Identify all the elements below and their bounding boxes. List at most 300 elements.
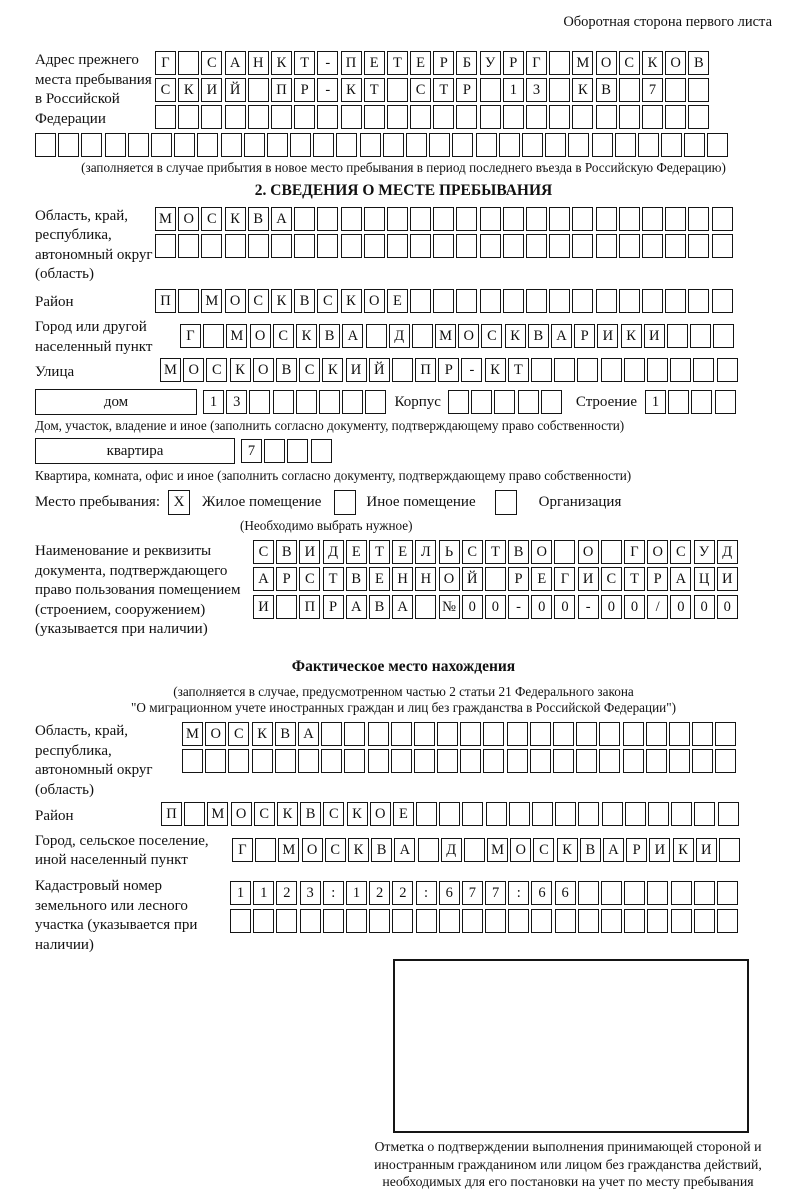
char-box (671, 909, 692, 933)
char-box (391, 749, 412, 773)
char-box: Г (155, 51, 176, 75)
char-box (228, 749, 249, 773)
char-box: И (299, 540, 320, 564)
char-box: С (248, 289, 269, 313)
char-box (300, 909, 321, 933)
char-box (526, 105, 547, 129)
char-box (549, 78, 570, 102)
char-box (433, 207, 454, 231)
char-box (460, 749, 481, 773)
char-box (572, 207, 593, 231)
char-box: С (670, 540, 691, 564)
char-box (713, 324, 734, 348)
char-box (717, 909, 738, 933)
char-box: Т (294, 51, 315, 75)
char-box: 6 (555, 881, 576, 905)
char-box: / (647, 595, 668, 619)
checkbox-org (495, 490, 517, 515)
char-box (553, 749, 574, 773)
char-box: О (250, 324, 271, 348)
char-box (665, 234, 686, 258)
actual-city-group (35, 831, 772, 871)
char-box: О (439, 567, 460, 591)
actual-city-label: Город, сельское поселение, иной населенный пункт (35, 832, 209, 869)
char-box (554, 358, 575, 382)
char-box (619, 234, 640, 258)
char-box: И (201, 78, 222, 102)
char-box (387, 207, 408, 231)
char-box (619, 105, 640, 129)
char-box: Д (323, 540, 344, 564)
char-box (596, 207, 617, 231)
char-box (294, 105, 315, 129)
char-box (619, 207, 640, 231)
char-box (668, 390, 689, 414)
char-box (623, 722, 644, 746)
char-box (406, 133, 427, 157)
char-box: Т (323, 567, 344, 591)
char-box (271, 105, 292, 129)
char-box (410, 289, 431, 313)
char-box: М (278, 838, 299, 862)
char-box: П (415, 358, 436, 382)
city-label: Город или другой населенный пункт (35, 319, 153, 355)
char-box: К (271, 289, 292, 313)
char-box (480, 207, 501, 231)
char-box: 0 (624, 595, 645, 619)
char-box (387, 78, 408, 102)
char-box (555, 802, 576, 826)
char-box (392, 909, 413, 933)
char-box (694, 802, 715, 826)
char-box (507, 749, 528, 773)
char-box (184, 802, 205, 826)
char-box: Р (647, 567, 668, 591)
char-box: Р (503, 51, 524, 75)
char-box: Й (462, 567, 483, 591)
char-box: Т (369, 540, 390, 564)
char-box: О (510, 838, 531, 862)
char-box: - (317, 78, 338, 102)
char-box (638, 133, 659, 157)
char-box: Т (485, 540, 506, 564)
char-box (433, 105, 454, 129)
actual-location-caption-1: (заполняется в случае, предусмотренном частью 2 статьи 21 Федерального закона (173, 684, 634, 700)
char-box (437, 749, 458, 773)
char-box (368, 749, 389, 773)
char-box (642, 234, 663, 258)
char-box (555, 909, 576, 933)
char-box: Г (180, 324, 201, 348)
char-box (391, 722, 412, 746)
prev-address-group (35, 51, 772, 133)
char-box: К (485, 358, 506, 382)
char-box: 6 (439, 881, 460, 905)
char-box (530, 749, 551, 773)
document-group (35, 540, 772, 656)
char-box (341, 207, 362, 231)
section2-title: 2. СВЕДЕНИЯ О МЕСТЕ ПРЕБЫВАНИЯ (254, 181, 553, 199)
char-box: Е (393, 802, 414, 826)
char-box (494, 390, 515, 414)
actual-district-group (35, 802, 772, 829)
char-box: С (410, 78, 431, 102)
char-box: 0 (462, 595, 483, 619)
char-box: 1 (203, 390, 224, 414)
char-box: Д (441, 838, 462, 862)
char-box (201, 234, 222, 258)
registration-mark-caption: Отметка о подтверждении выполнения принимающей стороной и иностранным гражданином или лицом без гражданства действий, необходимых для его постановки на учет по месту пребывания (374, 1139, 762, 1190)
char-box (522, 133, 543, 157)
char-box (549, 234, 570, 258)
char-box (661, 133, 682, 157)
char-box (665, 78, 686, 102)
char-box: О (596, 51, 617, 75)
char-box-row (182, 749, 739, 773)
char-box (578, 802, 599, 826)
stroenie-label: Строение (575, 394, 637, 411)
char-box: В (369, 595, 390, 619)
char-box: В (688, 51, 709, 75)
char-box: С (317, 289, 338, 313)
stay-type-note: (Необходимо выбрать нужное) (240, 518, 413, 534)
char-box (596, 289, 617, 313)
house-caption: Дом, участок, владение и иное (заполнить согласно документу, подтверждающему право собственности) (35, 418, 625, 434)
char-box (416, 909, 437, 933)
char-box: Е (387, 289, 408, 313)
char-box: 3 (226, 390, 247, 414)
char-box: С (155, 78, 176, 102)
char-box (321, 722, 342, 746)
char-box (601, 540, 622, 564)
char-box (707, 133, 728, 157)
char-box (105, 133, 126, 157)
char-box (577, 358, 598, 382)
char-box (276, 595, 297, 619)
char-box: О (225, 289, 246, 313)
char-box: П (299, 595, 320, 619)
char-box: П (161, 802, 182, 826)
char-box: Т (387, 51, 408, 75)
char-box: 0 (485, 595, 506, 619)
char-box: К (621, 324, 642, 348)
char-box: С (254, 802, 275, 826)
char-box (452, 133, 473, 157)
char-box: М (435, 324, 456, 348)
char-box (499, 133, 520, 157)
char-box (255, 838, 276, 862)
char-box: Р (574, 324, 595, 348)
char-box (688, 207, 709, 231)
prev-address-rows (155, 51, 712, 133)
char-box: К (252, 722, 273, 746)
char-box: 3 (526, 78, 547, 102)
char-box (503, 105, 524, 129)
char-box: А (392, 595, 413, 619)
char-box: О (302, 838, 323, 862)
char-box (414, 749, 435, 773)
char-box (323, 909, 344, 933)
char-box (596, 105, 617, 129)
char-box: Р (438, 358, 459, 382)
char-box (346, 909, 367, 933)
char-box: Р (294, 78, 315, 102)
district-group (35, 289, 772, 316)
char-box: С (619, 51, 640, 75)
char-box: Т (508, 358, 529, 382)
char-box (273, 390, 294, 414)
char-box (174, 133, 195, 157)
char-box (576, 722, 597, 746)
char-box (531, 909, 552, 933)
char-box (715, 749, 736, 773)
street-label: Улица (35, 363, 75, 380)
char-box (437, 722, 458, 746)
char-box (684, 133, 705, 157)
char-box (410, 105, 431, 129)
char-box: 7 (462, 881, 483, 905)
char-box (476, 133, 497, 157)
char-box: 0 (694, 595, 715, 619)
char-box (317, 234, 338, 258)
char-box (483, 722, 504, 746)
char-box: 0 (601, 595, 622, 619)
char-box (364, 207, 385, 231)
char-box: А (670, 567, 691, 591)
char-box (717, 881, 738, 905)
char-box (549, 51, 570, 75)
char-box: М (182, 722, 203, 746)
char-box: 7 (241, 439, 262, 463)
char-box: С (323, 802, 344, 826)
char-box (369, 909, 390, 933)
char-box (717, 358, 738, 382)
char-box (412, 324, 433, 348)
char-box (507, 722, 528, 746)
char-box (81, 133, 102, 157)
stroenie-row (645, 390, 738, 414)
char-box: 0 (531, 595, 552, 619)
char-box: К (341, 289, 362, 313)
char-box (712, 234, 733, 258)
char-box: Г (624, 540, 645, 564)
char-box (460, 722, 481, 746)
char-box (624, 358, 645, 382)
char-box (290, 133, 311, 157)
char-box: Н (392, 567, 413, 591)
char-box-row (155, 105, 712, 129)
char-box (526, 289, 547, 313)
char-box (253, 909, 274, 933)
char-box: К (505, 324, 526, 348)
char-box: С (273, 324, 294, 348)
city-group (35, 318, 772, 358)
char-box (155, 105, 176, 129)
char-box: С (325, 838, 346, 862)
char-box-row (35, 133, 772, 157)
char-box: 2 (392, 881, 413, 905)
char-box (182, 749, 203, 773)
char-box: В (276, 540, 297, 564)
char-box: № (439, 595, 460, 619)
char-box-row (253, 567, 740, 591)
char-box: Е (410, 51, 431, 75)
char-box: Г (232, 838, 253, 862)
char-box (275, 749, 296, 773)
char-box (599, 722, 620, 746)
char-box (387, 234, 408, 258)
char-box (128, 133, 149, 157)
char-box: Г (526, 51, 547, 75)
char-box (321, 749, 342, 773)
char-box (336, 133, 357, 157)
char-box (624, 881, 645, 905)
char-box (480, 105, 501, 129)
char-box (553, 722, 574, 746)
char-box: А (271, 207, 292, 231)
char-box (264, 439, 285, 463)
char-box (311, 439, 332, 463)
char-box: Г (554, 567, 575, 591)
char-box (462, 909, 483, 933)
char-box (366, 324, 387, 348)
char-box-row (155, 51, 712, 75)
char-box: О (178, 207, 199, 231)
char-box (480, 289, 501, 313)
char-box-row (155, 289, 735, 313)
char-box (647, 881, 668, 905)
char-box: И (597, 324, 618, 348)
char-box (313, 133, 334, 157)
char-box (602, 802, 623, 826)
char-box (518, 390, 539, 414)
char-box: М (201, 289, 222, 313)
registration-mark-box (393, 959, 749, 1133)
char-box (508, 909, 529, 933)
char-box: Р (433, 51, 454, 75)
char-box: М (207, 802, 228, 826)
char-box: - (508, 595, 529, 619)
char-box: И (346, 358, 367, 382)
char-box (319, 390, 340, 414)
char-box (572, 234, 593, 258)
char-box (671, 802, 692, 826)
char-box: Д (389, 324, 410, 348)
char-box: С (253, 540, 274, 564)
char-box: Е (369, 567, 390, 591)
char-box: О (647, 540, 668, 564)
char-box (178, 234, 199, 258)
char-box: П (341, 51, 362, 75)
char-box-row (160, 358, 740, 382)
char-box (296, 390, 317, 414)
char-box (688, 105, 709, 129)
char-box (719, 838, 740, 862)
char-box: О (458, 324, 479, 348)
char-box: 0 (554, 595, 575, 619)
char-box (151, 133, 172, 157)
char-box (456, 289, 477, 313)
char-box (252, 749, 273, 773)
char-box (341, 234, 362, 258)
char-box: 1 (230, 881, 251, 905)
actual-location-title: Фактическое место нахождения (291, 658, 516, 676)
char-box: В (275, 722, 296, 746)
char-box (625, 802, 646, 826)
char-box: С (601, 567, 622, 591)
checkbox-inoe (334, 490, 356, 515)
char-box (248, 234, 269, 258)
char-box (549, 105, 570, 129)
char-box: А (551, 324, 572, 348)
char-box (364, 105, 385, 129)
house-box: дом (35, 389, 197, 415)
char-box: С (481, 324, 502, 348)
char-box (692, 722, 713, 746)
char-box (368, 722, 389, 746)
apartment-number-row (241, 439, 334, 463)
char-box: 2 (276, 881, 297, 905)
char-box: К (347, 802, 368, 826)
char-box: П (271, 78, 292, 102)
korpus-label: Корпус (394, 394, 441, 411)
char-box (317, 207, 338, 231)
char-box: А (342, 324, 363, 348)
char-box-row (155, 207, 735, 231)
char-box (665, 105, 686, 129)
char-box (596, 234, 617, 258)
char-box: А (346, 595, 367, 619)
char-box-row (155, 78, 712, 102)
char-box: С (462, 540, 483, 564)
char-box (456, 234, 477, 258)
char-box (383, 133, 404, 157)
char-box: О (253, 358, 274, 382)
char-box (615, 133, 636, 157)
district-label: Район (35, 294, 74, 311)
char-box (503, 207, 524, 231)
option-org-label: Организация (538, 494, 622, 511)
char-box: - (317, 51, 338, 75)
char-box (549, 289, 570, 313)
char-box (712, 207, 733, 231)
char-box (197, 133, 218, 157)
char-box: О (665, 51, 686, 75)
char-box: К (271, 51, 292, 75)
char-box (601, 358, 622, 382)
char-box: О (205, 722, 226, 746)
char-box (225, 105, 246, 129)
char-box-row (161, 802, 741, 826)
char-box: К (230, 358, 251, 382)
checkbox-zhiloe: X (168, 490, 190, 515)
char-box: 0 (717, 595, 738, 619)
char-box (693, 358, 714, 382)
char-box (576, 749, 597, 773)
char-box (287, 439, 308, 463)
char-box: Л (415, 540, 436, 564)
char-box: Б (456, 51, 477, 75)
char-box: А (253, 567, 274, 591)
char-box (541, 390, 562, 414)
char-box (344, 722, 365, 746)
char-box: О (183, 358, 204, 382)
char-box (416, 802, 437, 826)
char-box (433, 234, 454, 258)
char-box (178, 289, 199, 313)
char-box: С (299, 567, 320, 591)
char-box: И (578, 567, 599, 591)
